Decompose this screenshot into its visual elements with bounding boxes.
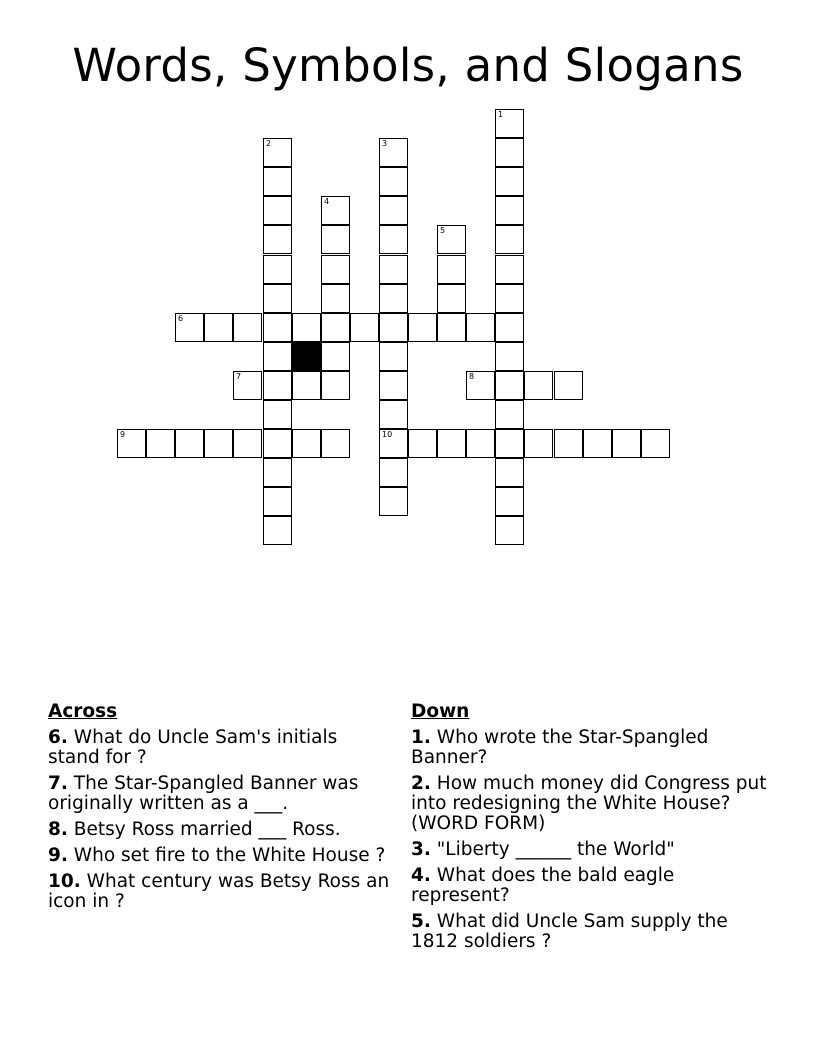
grid-cell[interactable] [263, 429, 292, 458]
grid-cell[interactable] [495, 429, 524, 458]
grid-cell[interactable] [583, 429, 612, 458]
grid-cell[interactable] [495, 138, 524, 167]
across-clue-8 [48, 820, 393, 840]
grid-cell[interactable] [117, 429, 146, 458]
clue-number: 7. [48, 773, 68, 794]
across-clue-9 [48, 846, 393, 866]
cell-number: 1 [498, 110, 504, 119]
grid-cell[interactable] [495, 487, 524, 516]
grid-cell[interactable] [146, 429, 175, 458]
grid-cell[interactable] [379, 313, 408, 342]
clue-number: 9. [48, 845, 68, 866]
grid-cell[interactable] [233, 313, 262, 342]
grid-cell[interactable] [495, 255, 524, 284]
across-heading: Across [48, 701, 118, 722]
grid-cell[interactable] [379, 487, 408, 516]
grid-cell[interactable] [321, 196, 350, 225]
cell-number: 8 [469, 372, 475, 381]
grid-cell[interactable] [233, 371, 262, 400]
grid-cell[interactable] [292, 313, 321, 342]
grid-cell[interactable] [379, 196, 408, 225]
grid-cell[interactable] [495, 284, 524, 313]
down-clue-3 [411, 840, 776, 860]
grid-cell[interactable] [321, 313, 350, 342]
grid-cell[interactable] [379, 458, 408, 487]
cell-number: 4 [324, 197, 330, 206]
grid-cell[interactable] [466, 371, 495, 400]
cell-number: 7 [236, 372, 242, 381]
grid-cell[interactable] [292, 371, 321, 400]
grid-cell[interactable] [204, 313, 233, 342]
grid-cell[interactable] [408, 429, 437, 458]
grid-cell[interactable] [379, 371, 408, 400]
black-square [292, 342, 321, 371]
grid-cell[interactable] [350, 313, 379, 342]
grid-cell[interactable] [495, 109, 524, 138]
grid-cell[interactable] [379, 138, 408, 167]
grid-cell[interactable] [524, 371, 553, 400]
grid-cell[interactable] [263, 400, 292, 429]
grid-cell[interactable] [379, 225, 408, 254]
clue-number: 4. [411, 865, 431, 886]
down-clue-5 [411, 912, 776, 952]
across-clue-6 [48, 728, 393, 768]
clue-text: Who set fire to the White House ? [73, 845, 386, 866]
grid-cell[interactable] [495, 516, 524, 545]
grid-cell[interactable] [437, 225, 466, 254]
grid-cell[interactable] [379, 400, 408, 429]
cell-number: 6 [178, 314, 184, 323]
cell-number: 9 [120, 430, 126, 439]
grid-cell[interactable] [466, 313, 495, 342]
grid-cell[interactable] [495, 225, 524, 254]
across-clues [48, 702, 393, 918]
across-clue-10 [48, 872, 393, 912]
grid-cell[interactable] [495, 400, 524, 429]
grid-cell[interactable] [263, 196, 292, 225]
grid-cell[interactable] [495, 196, 524, 225]
clue-text: "Liberty ______ the World" [436, 839, 675, 860]
grid-cell[interactable] [263, 138, 292, 167]
grid-cell[interactable] [554, 429, 583, 458]
grid-cell[interactable] [321, 255, 350, 284]
grid-cell[interactable] [437, 429, 466, 458]
down-clue-4 [411, 866, 776, 906]
grid-cell[interactable] [379, 255, 408, 284]
grid-cell[interactable] [175, 429, 204, 458]
grid-cell[interactable] [263, 313, 292, 342]
grid-cell[interactable] [263, 458, 292, 487]
cell-number: 3 [382, 139, 388, 148]
grid-cell[interactable] [437, 255, 466, 284]
grid-cell[interactable] [321, 284, 350, 313]
grid-cell[interactable] [233, 429, 262, 458]
clue-number: 8. [48, 819, 68, 840]
grid-cell[interactable] [495, 313, 524, 342]
grid-cell[interactable] [495, 371, 524, 400]
clue-number: 6. [48, 727, 68, 748]
clue-text: What do Uncle Sam's initials stand for ? [48, 727, 338, 768]
grid-cell[interactable] [379, 429, 408, 458]
grid-cell[interactable] [379, 284, 408, 313]
puzzle-title: Words, Symbols, and Slogans [72, 39, 744, 92]
clue-number: 2. [411, 773, 431, 794]
grid-cell[interactable] [437, 313, 466, 342]
grid-cell[interactable] [408, 313, 437, 342]
grid-cell[interactable] [204, 429, 233, 458]
clue-number: 3. [411, 839, 431, 860]
grid-cell[interactable] [379, 167, 408, 196]
grid-cell[interactable] [263, 516, 292, 545]
grid-cell[interactable] [495, 458, 524, 487]
grid-cell[interactable] [321, 342, 350, 371]
cell-number: 2 [266, 139, 272, 148]
grid-cell[interactable] [524, 429, 553, 458]
grid-cell[interactable] [263, 167, 292, 196]
clue-text: What century was Betsy Ross an icon in ? [48, 871, 390, 912]
down-clue-2 [411, 774, 776, 834]
clue-number: 1. [411, 727, 431, 748]
grid-cell[interactable] [612, 429, 641, 458]
grid-cell[interactable] [263, 371, 292, 400]
grid-cell[interactable] [321, 225, 350, 254]
across-clue-7 [48, 774, 393, 814]
grid-cell[interactable] [175, 313, 204, 342]
cell-number: 5 [440, 226, 446, 235]
clue-text: Betsy Ross married ___ Ross. [73, 819, 341, 840]
cell-number: 10 [382, 430, 393, 439]
grid-cell[interactable] [495, 167, 524, 196]
clue-text: How much money did Congress put into redesigning the White House? (WORD FORM) [411, 773, 767, 834]
grid-cell[interactable] [554, 371, 583, 400]
grid-cell[interactable] [641, 429, 670, 458]
clue-text: The Star-Spangled Banner was originally written as a ___. [48, 773, 359, 814]
grid-cell[interactable] [437, 284, 466, 313]
clue-text: What does the bald eagle represent? [411, 865, 675, 906]
grid-cell[interactable] [379, 342, 408, 371]
grid-cell[interactable] [263, 255, 292, 284]
grid-cell[interactable] [466, 429, 495, 458]
grid-cell[interactable] [321, 371, 350, 400]
clue-number: 10. [48, 871, 81, 892]
grid-cell[interactable] [321, 429, 350, 458]
clue-text: Who wrote the Star-Spangled Banner? [411, 727, 709, 768]
grid-cell[interactable] [495, 342, 524, 371]
grid-cell[interactable] [263, 225, 292, 254]
clue-text: What did Uncle Sam supply the 1812 soldiers ? [411, 911, 728, 952]
down-clue-1 [411, 728, 776, 768]
down-heading: Down [411, 701, 470, 722]
grid-cell[interactable] [263, 342, 292, 371]
grid-cell[interactable] [263, 487, 292, 516]
down-clues [411, 702, 776, 958]
grid-cell[interactable] [292, 429, 321, 458]
grid-cell[interactable] [263, 284, 292, 313]
clue-number: 5. [411, 911, 431, 932]
